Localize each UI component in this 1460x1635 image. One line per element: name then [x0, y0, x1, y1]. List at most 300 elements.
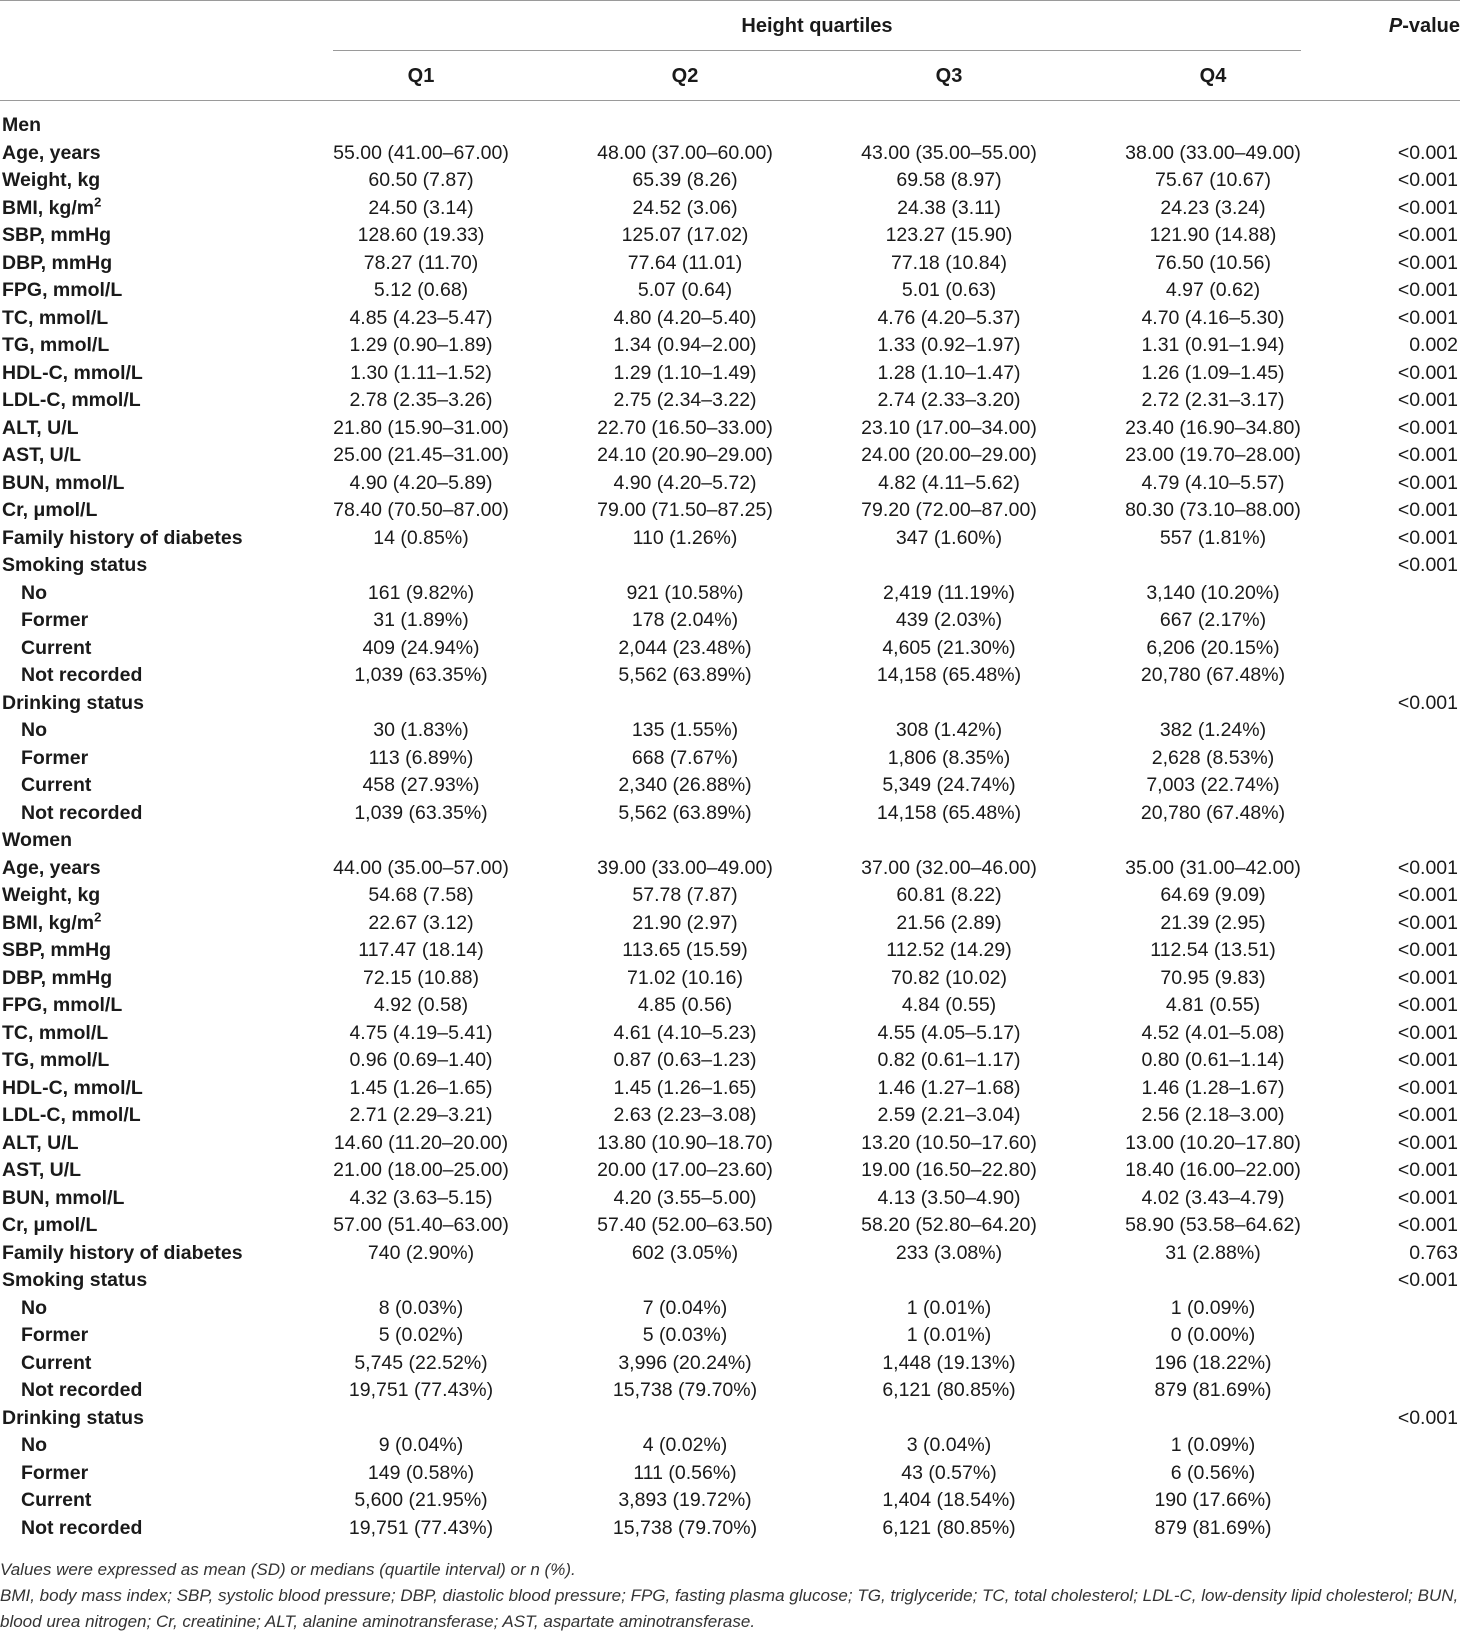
cell-q2: 77.64 (11.01)	[627, 251, 743, 274]
row-label	[0, 442, 333, 470]
cell-q3	[861, 827, 1037, 855]
table-row	[0, 1185, 1460, 1213]
column-gap	[773, 1047, 861, 1075]
row-label	[0, 1487, 333, 1515]
cell-q1: 57.00 (51.40–63.00)	[333, 1214, 509, 1236]
cell-q4: 3,140 (10.20%)	[1146, 581, 1280, 604]
row-label-text: Drinking status	[2, 1406, 144, 1429]
cell-q1: 4.90 (4.20–5.89)	[349, 471, 493, 494]
table-row	[0, 992, 1460, 1020]
column-gap	[509, 167, 597, 195]
cell-q4: 879 (81.69%)	[1154, 1516, 1272, 1539]
cell-q3: 347 (1.60%)	[895, 526, 1003, 549]
column-gap	[509, 580, 597, 608]
cell-q2: 20.00 (17.00–23.60)	[597, 1159, 773, 1181]
row-label	[0, 222, 333, 250]
cell-q3: 21.56 (2.89)	[896, 911, 1002, 934]
column-gap	[509, 1130, 597, 1158]
row-label-text: SBP, mmHg	[2, 224, 112, 246]
column-gap	[509, 1047, 597, 1075]
cell-q4: 75.67 (10.67)	[1154, 169, 1271, 191]
table-row	[0, 745, 1460, 773]
cell-q3: 37.00 (32.00–46.00)	[861, 856, 1037, 879]
cell-pvalue	[1301, 1487, 1460, 1515]
column-gap	[773, 277, 861, 305]
row-label	[0, 800, 333, 828]
column-header-q2: Q2	[671, 65, 699, 87]
column-gap	[509, 882, 597, 910]
cell-q2: 15,738 (79.70%)	[612, 1516, 758, 1539]
row-label-text: HDL-C, mmol/L	[2, 1076, 143, 1099]
cell-q4: 6 (0.56%)	[1170, 1461, 1256, 1484]
cell-q3: 23.10 (17.00–34.00)	[861, 416, 1037, 439]
cell-q3: 2.74 (2.33–3.20)	[877, 389, 1021, 411]
column-gap	[509, 1405, 597, 1433]
column-gap	[509, 1377, 597, 1405]
cell-q1: 31 (1.89%)	[373, 609, 469, 631]
column-gap	[509, 112, 597, 140]
cell-pvalue	[1301, 112, 1460, 140]
table-row	[0, 442, 1460, 470]
table-row	[0, 635, 1460, 663]
column-gap	[509, 800, 597, 828]
column-gap	[1037, 1240, 1125, 1268]
cell-q4: 18.40 (16.00–22.00)	[1125, 1159, 1301, 1181]
cell-q3: 1.46 (1.27–1.68)	[877, 1076, 1021, 1099]
cell-q3: 13.20 (10.50–17.60)	[861, 1131, 1037, 1154]
column-gap	[1037, 717, 1125, 745]
column-gap	[1037, 552, 1125, 580]
cell-pvalue: <0.001	[1397, 279, 1458, 301]
row-label-text: Family history of diabetes	[2, 1241, 243, 1264]
cell-q1: 1.29 (0.90–1.89)	[349, 334, 493, 356]
footnote-values: Values were expressed as mean (SD) or medians (quartile interval) or n (%).	[0, 1560, 576, 1579]
table-row	[0, 1212, 1460, 1240]
cell-q2: 57.78 (7.87)	[632, 884, 738, 906]
cell-q3: 4.13 (3.50–4.90)	[877, 1186, 1021, 1209]
row-label	[0, 882, 333, 910]
column-gap	[509, 442, 597, 470]
cell-q2: 3,893 (19.72%)	[618, 1489, 752, 1511]
cell-q1: 60.50 (7.87)	[368, 169, 474, 191]
table-row	[0, 1020, 1460, 1048]
table-header	[0, 0, 1460, 101]
cell-q2	[597, 827, 773, 855]
cell-pvalue: 0.763	[1409, 1241, 1458, 1264]
column-gap	[1037, 1350, 1125, 1378]
column-gap	[1037, 525, 1125, 553]
row-label	[0, 607, 333, 635]
cell-pvalue	[1301, 580, 1460, 608]
cell-q1: 4.85 (4.23–5.47)	[349, 306, 493, 329]
cell-q3: 1 (0.01%)	[906, 1324, 992, 1346]
row-label-text: AST, U/L	[2, 1159, 82, 1181]
table-row	[0, 360, 1460, 388]
cell-q3: 24.38 (3.11)	[897, 196, 1001, 219]
row-label	[0, 552, 333, 580]
row-label	[0, 1047, 333, 1075]
cell-q4: 1.31 (0.91–1.94)	[1141, 334, 1285, 356]
cell-q4: 112.54 (13.51)	[1150, 939, 1276, 961]
column-gap	[773, 1515, 861, 1543]
cell-q1	[333, 1405, 509, 1433]
cell-q3	[861, 112, 1037, 140]
cell-q1: 9 (0.04%)	[378, 1434, 464, 1456]
column-gap	[509, 1075, 597, 1103]
column-gap	[773, 745, 861, 773]
table-row	[0, 332, 1460, 360]
column-gap	[509, 635, 597, 663]
cell-pvalue	[1301, 1322, 1460, 1350]
row-label	[0, 855, 333, 883]
cell-pvalue: 0.002	[1409, 334, 1458, 356]
cell-q3	[861, 1405, 1037, 1433]
cell-q3: 2,419 (11.19%)	[883, 581, 1015, 604]
cell-pvalue	[1301, 662, 1460, 690]
cell-q4: 4.70 (4.16–5.30)	[1141, 306, 1285, 329]
cell-q1	[333, 552, 509, 580]
column-gap	[509, 772, 597, 800]
table-row	[0, 305, 1460, 333]
cell-q4: 1.26 (1.09–1.45)	[1141, 361, 1285, 384]
pvalue-italic-p: P	[1388, 15, 1403, 37]
column-gap	[509, 1460, 597, 1488]
column-gap	[1037, 1267, 1125, 1295]
column-gap	[1037, 195, 1125, 223]
cell-q1: 55.00 (41.00–67.00)	[333, 141, 509, 164]
row-label-text: ALT, U/L	[2, 416, 79, 439]
table-row	[0, 1322, 1460, 1350]
section-row	[0, 112, 1460, 140]
column-gap	[509, 470, 597, 498]
cell-q1: 19,751 (77.43%)	[348, 1516, 494, 1539]
height-quartiles-heading: Height quartiles	[741, 15, 893, 37]
table-row	[0, 1240, 1460, 1268]
column-gap	[773, 552, 861, 580]
column-gap	[509, 305, 597, 333]
row-label	[0, 827, 333, 855]
cell-q2: 4.20 (3.55–5.00)	[613, 1186, 757, 1209]
table-row	[0, 1295, 1460, 1323]
row-label	[0, 1212, 333, 1240]
cell-q1	[333, 1267, 509, 1295]
cell-q4: 4.02 (3.43–4.79)	[1141, 1186, 1285, 1209]
row-label-text: TC, mmol/L	[2, 306, 109, 329]
row-label-text: Current	[21, 636, 92, 659]
cell-q4: 76.50 (10.56)	[1154, 251, 1271, 274]
column-gap	[509, 1020, 597, 1048]
cell-q4: 4.52 (4.01–5.08)	[1141, 1021, 1285, 1044]
table-footnotes	[0, 1557, 1460, 1635]
cell-q3: 4.76 (4.20–5.37)	[877, 306, 1021, 329]
column-gap	[509, 1432, 597, 1460]
row-label	[0, 1267, 333, 1295]
cell-q4: 121.90 (14.88)	[1149, 224, 1277, 246]
cell-q1: 0.96 (0.69–1.40)	[349, 1049, 493, 1071]
row-label	[0, 635, 333, 663]
column-gap	[773, 1075, 861, 1103]
row-label-text: Family history of diabetes	[2, 526, 243, 549]
row-label	[0, 1020, 333, 1048]
column-gap	[1037, 277, 1125, 305]
table-row	[0, 1267, 1460, 1295]
column-gap	[773, 1102, 861, 1130]
column-gap	[773, 1322, 861, 1350]
column-gap	[773, 222, 861, 250]
row-label-text: LDL-C, mmol/L	[2, 389, 141, 411]
table-row	[0, 607, 1460, 635]
column-gap	[773, 305, 861, 333]
column-gap	[1037, 607, 1125, 635]
cell-q4	[1125, 827, 1301, 855]
cell-q4: 190 (17.66%)	[1154, 1489, 1272, 1511]
cell-q1: 149 (0.58%)	[367, 1461, 475, 1484]
cell-q4: 64.69 (9.09)	[1160, 884, 1266, 906]
table-row	[0, 662, 1460, 690]
cell-q4: 6,206 (20.15%)	[1146, 636, 1280, 659]
row-label	[0, 250, 333, 278]
column-gap	[509, 332, 597, 360]
column-gap	[1037, 1020, 1125, 1048]
cell-q2	[597, 1267, 773, 1295]
cell-q2: 5,562 (63.89%)	[618, 664, 752, 686]
cell-q2	[597, 552, 773, 580]
cell-q3: 1,806 (8.35%)	[887, 746, 1011, 769]
table-row	[0, 855, 1460, 883]
cell-q2: 4.80 (4.20–5.40)	[613, 306, 757, 329]
data-table	[0, 112, 1460, 1542]
table-row	[0, 1130, 1460, 1158]
row-label-text: LDL-C, mmol/L	[2, 1104, 141, 1126]
column-gap	[773, 1432, 861, 1460]
cell-q2: 7 (0.04%)	[642, 1296, 728, 1319]
row-label	[0, 965, 333, 993]
pvalue-suffix: -value	[1402, 15, 1460, 37]
row-label-text: Cr, μmol/L	[2, 499, 98, 521]
cell-q1: 458 (27.93%)	[362, 774, 480, 796]
cell-q3: 1,448 (19.13%)	[882, 1351, 1016, 1374]
cell-q1	[333, 112, 509, 140]
cell-q3: 6,121 (80.85%)	[882, 1379, 1016, 1401]
cell-pvalue: <0.001	[1397, 1021, 1458, 1044]
cell-q4: 24.23 (3.24)	[1160, 196, 1266, 219]
cell-pvalue: <0.001	[1397, 416, 1458, 439]
column-gap	[773, 607, 861, 635]
column-gap	[773, 882, 861, 910]
row-label-text: Former	[21, 609, 89, 631]
column-gap	[1037, 442, 1125, 470]
cell-pvalue: <0.001	[1397, 1214, 1458, 1236]
column-gap	[773, 1377, 861, 1405]
cell-pvalue: <0.001	[1397, 444, 1458, 466]
cell-q3: 14,158 (65.48%)	[876, 801, 1022, 824]
column-gap	[1037, 387, 1125, 415]
cell-q4: 35.00 (31.00–42.00)	[1125, 856, 1301, 879]
cell-q2: 1.29 (1.10–1.49)	[613, 361, 757, 384]
cell-q1: 128.60 (19.33)	[357, 224, 485, 246]
cell-q2: 2.63 (2.23–3.08)	[613, 1104, 757, 1126]
column-gap	[509, 497, 597, 525]
cell-q2: 21.90 (2.97)	[632, 911, 738, 934]
row-label	[0, 387, 333, 415]
table-row	[0, 250, 1460, 278]
cell-q4: 196 (18.22%)	[1154, 1351, 1272, 1374]
cell-q2: 39.00 (33.00–49.00)	[597, 856, 773, 879]
cell-q3: 1,404 (18.54%)	[882, 1489, 1016, 1511]
cell-q3: 4.55 (4.05–5.17)	[877, 1021, 1021, 1044]
cell-pvalue: <0.001	[1397, 526, 1458, 549]
cell-q2: 4.85 (0.56)	[637, 994, 733, 1016]
cell-pvalue	[1301, 1350, 1460, 1378]
row-label-text: No	[21, 719, 47, 741]
column-gap	[773, 1240, 861, 1268]
column-gap	[1037, 1295, 1125, 1323]
cell-pvalue: <0.001	[1397, 499, 1458, 521]
cell-q1: 72.15 (10.88)	[362, 966, 479, 989]
cell-q4: 31 (2.88%)	[1165, 1241, 1261, 1264]
row-label	[0, 580, 333, 608]
row-label-text: Not recorded	[21, 664, 143, 686]
column-gap	[1037, 1047, 1125, 1075]
row-label	[0, 1460, 333, 1488]
cell-q2: 1.45 (1.26–1.65)	[613, 1076, 757, 1099]
cell-q2: 0.87 (0.63–1.23)	[613, 1049, 757, 1071]
cell-q3	[861, 690, 1037, 718]
cell-q1: 1,039 (63.35%)	[354, 664, 488, 686]
cell-q3: 439 (2.03%)	[895, 609, 1003, 631]
row-label-text: BMI, kg/m	[2, 196, 95, 219]
cell-q2: 65.39 (8.26)	[632, 169, 738, 191]
cell-q3: 4.84 (0.55)	[901, 994, 997, 1016]
row-label	[0, 1515, 333, 1543]
cell-q3: 5,349 (24.74%)	[882, 774, 1016, 796]
cell-q3: 24.00 (20.00–29.00)	[861, 444, 1037, 466]
cell-q2: 5,562 (63.89%)	[618, 801, 752, 824]
table-row	[0, 525, 1460, 553]
cell-q2: 125.07 (17.02)	[621, 224, 749, 246]
footnote-abbreviations: BMI, body mass index; SBP, systolic blood pressure; DBP, diastolic blood pressure; FPG, fasting plasma glucose; TG, triglyceride; TC, total cholesterol; LDL-C, low-density lipid cholesterol; BUN, blood urea nitrogen; Cr, creatinine; ALT, alanine aminotransferase; AST, aspartate aminotransferase.	[0, 1586, 1459, 1631]
cell-q4: 13.00 (10.20–17.80)	[1125, 1131, 1301, 1154]
cell-q1: 5,745 (22.52%)	[354, 1351, 488, 1374]
column-gap	[773, 937, 861, 965]
column-gap	[509, 1212, 597, 1240]
column-gap	[509, 387, 597, 415]
column-gap	[509, 827, 597, 855]
column-gap	[509, 415, 597, 443]
row-label-text: TC, mmol/L	[2, 1021, 109, 1044]
row-label	[0, 1240, 333, 1268]
cell-q2: 5.07 (0.64)	[637, 279, 733, 301]
cell-q4: 20,780 (67.48%)	[1140, 801, 1286, 824]
column-gap	[509, 1487, 597, 1515]
cell-q1: 117.47 (18.14)	[358, 939, 484, 961]
column-gap	[773, 1185, 861, 1213]
cell-q2: 113.65 (15.59)	[622, 939, 748, 961]
row-label	[0, 332, 333, 360]
cell-pvalue: <0.001	[1397, 1269, 1458, 1291]
column-gap	[1037, 1102, 1125, 1130]
column-gap	[773, 442, 861, 470]
row-label-text: Smoking status	[2, 554, 148, 576]
row-label	[0, 745, 333, 773]
cell-pvalue: <0.001	[1397, 966, 1458, 989]
cell-q3: 70.82 (10.02)	[890, 966, 1007, 989]
cell-q1: 21.80 (15.90–31.00)	[333, 416, 509, 439]
cell-q4: 80.30 (73.10–88.00)	[1125, 499, 1301, 521]
cell-pvalue: <0.001	[1397, 389, 1458, 411]
cell-q1: 24.50 (3.14)	[368, 196, 474, 219]
table-row	[0, 195, 1460, 223]
column-gap	[509, 525, 597, 553]
column-gap	[773, 1267, 861, 1295]
cell-q2: 24.52 (3.06)	[632, 196, 738, 219]
column-gap	[1037, 1460, 1125, 1488]
cell-q2: 48.00 (37.00–60.00)	[597, 141, 773, 164]
row-label	[0, 662, 333, 690]
cell-pvalue: <0.001	[1397, 884, 1458, 906]
cell-q2: 602 (3.05%)	[631, 1241, 739, 1264]
cell-q4: 4.97 (0.62)	[1165, 279, 1261, 301]
row-label	[0, 1405, 333, 1433]
row-label-text: BMI, kg/m	[2, 911, 95, 934]
row-label-text: Current	[21, 1351, 92, 1374]
cell-pvalue: <0.001	[1397, 141, 1458, 164]
cell-q3: 43 (0.57%)	[901, 1461, 997, 1484]
cell-q3: 19.00 (16.50–22.80)	[861, 1159, 1037, 1181]
column-gap	[1037, 690, 1125, 718]
column-gap	[1037, 772, 1125, 800]
column-gap	[509, 360, 597, 388]
column-gap	[773, 772, 861, 800]
cell-q3	[861, 552, 1037, 580]
column-gap	[509, 140, 597, 168]
cell-q3: 3 (0.04%)	[906, 1434, 992, 1456]
column-gap	[1037, 1405, 1125, 1433]
cell-q3: 4.82 (4.11–5.62)	[878, 471, 1020, 494]
cell-q3: 43.00 (35.00–55.00)	[861, 141, 1037, 164]
row-label-text: Not recorded	[21, 1516, 143, 1539]
cell-pvalue: <0.001	[1397, 1186, 1458, 1209]
column-gap	[773, 497, 861, 525]
row-label	[0, 1075, 333, 1103]
row-label-text: FPG, mmol/L	[2, 279, 123, 301]
column-gap	[509, 717, 597, 745]
table-row	[0, 1405, 1460, 1433]
column-gap	[1037, 855, 1125, 883]
column-gap	[773, 112, 861, 140]
cell-q4: 382 (1.24%)	[1159, 719, 1267, 741]
column-gap	[773, 167, 861, 195]
cell-q2: 4.90 (4.20–5.72)	[613, 471, 757, 494]
table-row	[0, 140, 1460, 168]
cell-q3: 4,605 (21.30%)	[882, 636, 1016, 659]
row-label-text: Weight, kg	[2, 884, 101, 906]
row-label-text: No	[21, 581, 47, 604]
column-gap	[773, 1460, 861, 1488]
row-label	[0, 497, 333, 525]
cell-q2: 178 (2.04%)	[631, 609, 739, 631]
cell-pvalue: <0.001	[1397, 1159, 1458, 1181]
column-gap	[509, 910, 597, 938]
cell-q2: 921 (10.58%)	[626, 581, 744, 604]
column-gap	[1037, 360, 1125, 388]
row-label-text: FPG, mmol/L	[2, 994, 123, 1016]
cell-q3: 77.18 (10.84)	[890, 251, 1007, 274]
column-gap	[1037, 332, 1125, 360]
column-gap	[773, 855, 861, 883]
column-gap	[1037, 1432, 1125, 1460]
cell-q2: 57.40 (52.00–63.50)	[597, 1214, 773, 1236]
